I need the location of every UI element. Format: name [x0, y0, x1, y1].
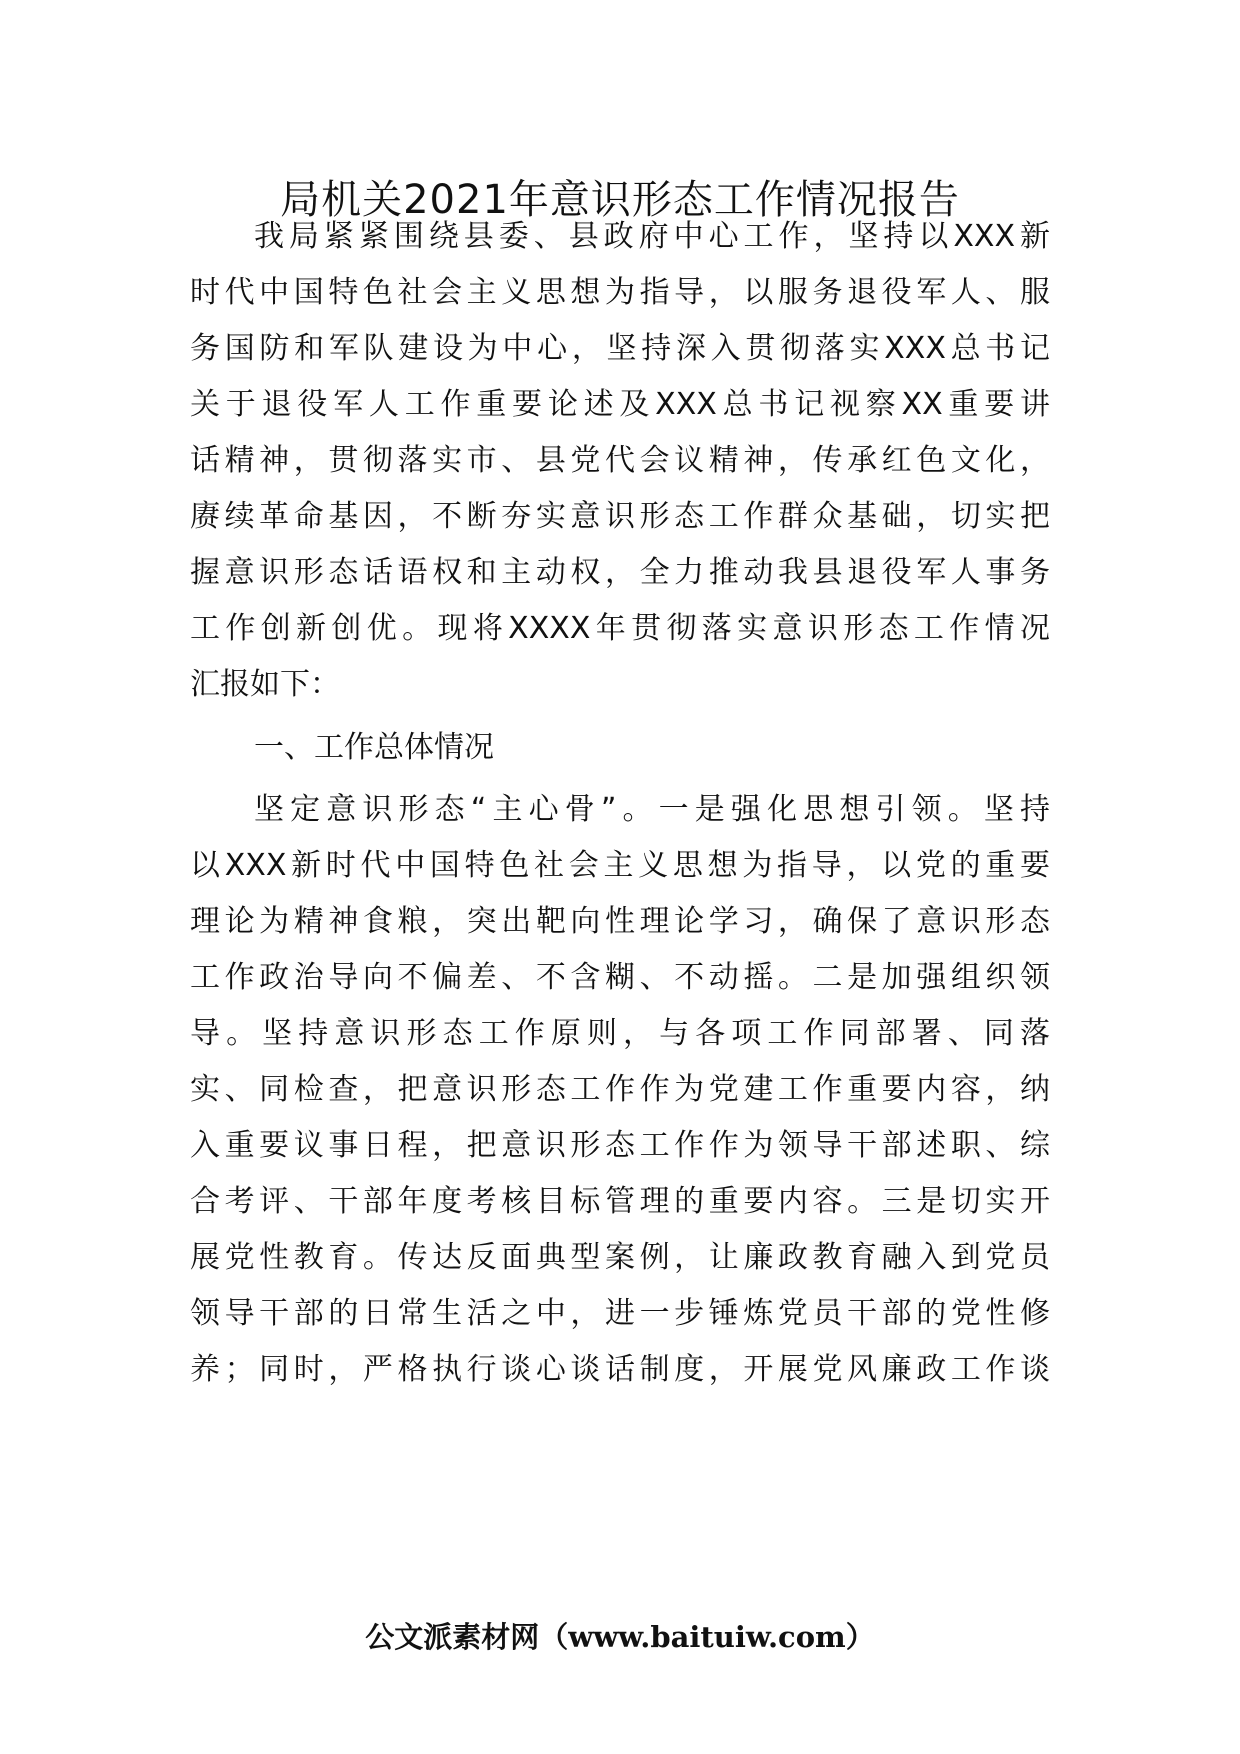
intro-line-8: 工作创新创优。现将XXXX年贯彻落实意识形态工作情况 — [190, 611, 1050, 646]
intro-line-5: 话精神，贯彻落实市、县党代会议精神，传承红色文化， — [190, 443, 1050, 478]
body-line-6: 实、同检查，把意识形态工作作为党建工作重要内容，纳 — [190, 1072, 1050, 1107]
body-line-3: 理论为精神食粮，突出靶向性理论学习，确保了意识形态 — [190, 904, 1050, 939]
intro-line-2: 时代中国特色社会主义思想为指导，以服务退役军人、服 — [190, 275, 1050, 310]
document-title: 局机关2021年意识形态工作情况报告 — [280, 177, 960, 223]
intro-line-9: 汇报如下： — [190, 667, 340, 702]
body-line-1: 坚定意识形态“主心骨”。一是强化思想引领。坚持 — [254, 792, 1050, 827]
intro-line-6: 赓续革命基因，不断夯实意识形态工作群众基础，切实把 — [190, 499, 1050, 534]
body-line-7: 入重要议事日程，把意识形态工作作为领导干部述职、综 — [190, 1128, 1050, 1163]
intro-line-4: 关于退役军人工作重要论述及XXX总书记视察XX重要讲 — [190, 387, 1050, 422]
body-line-10: 领导干部的日常生活之中，进一步锤炼党员干部的党性修 — [190, 1296, 1050, 1331]
body-line-4: 工作政治导向不偏差、不含糊、不动摇。二是加强组织领 — [190, 960, 1050, 995]
body-line-11: 养；同时，严格执行谈心谈话制度，开展党风廉政工作谈 — [190, 1352, 1050, 1387]
intro-line-1: 我局紧紧围绕县委、县政府中心工作，坚持以XXX新 — [254, 219, 1050, 254]
body-line-2: 以XXX新时代中国特色社会主义思想为指导，以党的重要 — [190, 848, 1050, 883]
footer-watermark: 公文派素材网（www.baituiw.com） — [365, 1620, 875, 1654]
intro-line-3: 务国防和军队建设为中心，坚持深入贯彻落实XXX总书记 — [190, 331, 1050, 366]
intro-line-7: 握意识形态话语权和主动权，全力推动我县退役军人事务 — [190, 555, 1050, 590]
body-line-5: 导。坚持意识形态工作原则，与各项工作同部署、同落 — [190, 1016, 1050, 1051]
section-heading: 一、工作总体情况 — [254, 730, 494, 765]
body-line-9: 展党性教育。传达反面典型案例，让廉政教育融入到党员 — [190, 1240, 1050, 1275]
body-line-8: 合考评、干部年度考核目标管理的重要内容。三是切实开 — [190, 1184, 1050, 1219]
